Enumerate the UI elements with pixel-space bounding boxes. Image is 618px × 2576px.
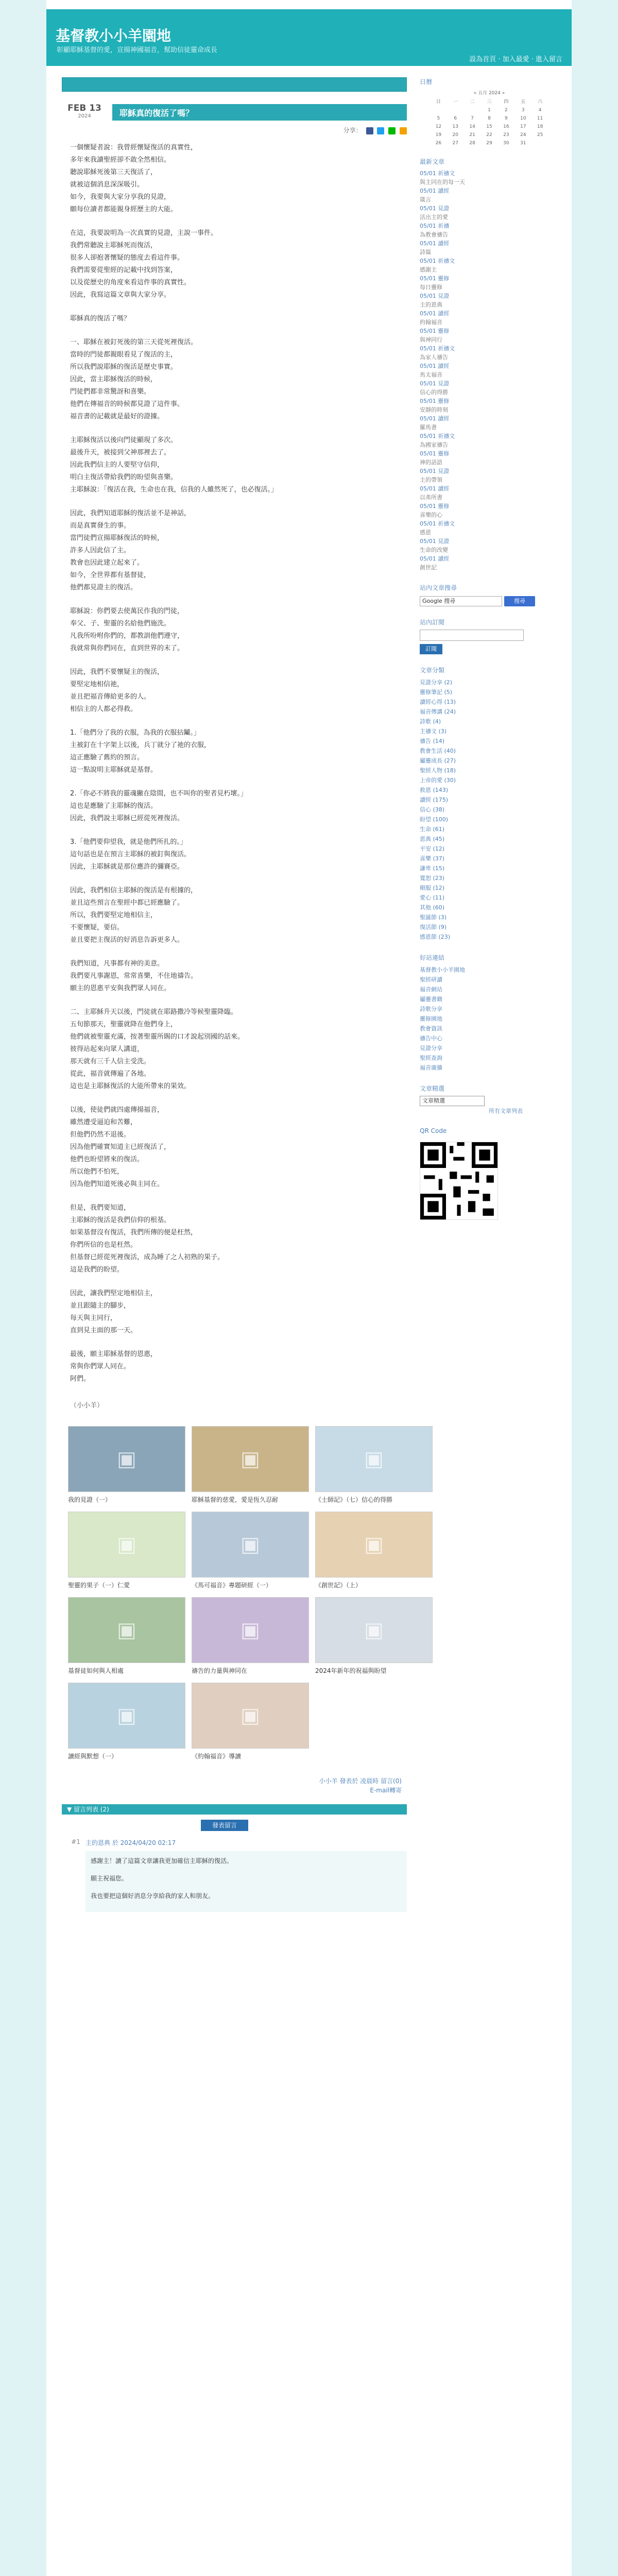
related-thumbnail[interactable] (68, 1683, 185, 1749)
related-thumbnail[interactable] (68, 1512, 185, 1578)
recent-subtitle: 羅馬書 (420, 424, 437, 431)
site-header (46, 9, 572, 66)
calendar-day[interactable]: 25 (537, 132, 543, 138)
category-item[interactable]: 見證分享 (2) (420, 679, 453, 686)
recent-title[interactable]: 05/01 祈禱文 (420, 520, 455, 527)
link-item[interactable]: 聖經查詢 (420, 1055, 442, 1061)
facebook-icon[interactable] (366, 127, 373, 134)
date-day: FEB 13 (67, 103, 101, 113)
related-post[interactable] (68, 1426, 184, 1504)
recent-item[interactable] (420, 274, 559, 292)
category-item[interactable]: 聖誕節 (3) (420, 914, 447, 921)
related-post[interactable] (192, 1597, 308, 1675)
recent-item[interactable] (420, 309, 559, 327)
recent-title[interactable]: 05/01 靈修 (420, 275, 450, 282)
recent-item[interactable] (420, 449, 559, 467)
comment-text (85, 1851, 407, 1912)
post-paragraph: 因此，讓我們堅定地相信主， 並且跟隨主的腳步， 每天與主同行， 直到見主面的那一天。 (70, 1290, 158, 1334)
related-thumbnail[interactable] (192, 1512, 309, 1578)
recent-subtitle: 約翰福音 (420, 319, 442, 326)
recent-title[interactable]: 05/01 讀經 (420, 240, 450, 247)
link-item[interactable]: 基督教小小羊園地 (420, 967, 465, 973)
related-thumbnail[interactable] (192, 1683, 309, 1749)
calendar-heading: 日曆 (420, 78, 433, 86)
image-icon: ▣ (117, 1618, 136, 1642)
date-bar (62, 77, 407, 92)
search-section (420, 583, 559, 606)
category-item[interactable]: 教會生活 (40) (420, 748, 456, 754)
comment-paragraph: 願主祝福您。 (91, 1875, 128, 1882)
recent-item[interactable] (420, 414, 559, 432)
recent-title[interactable]: 05/01 祈禱 (420, 223, 450, 229)
related-posts (62, 1426, 407, 1761)
calendar-day[interactable]: 24 (520, 132, 526, 138)
calendar-day[interactable]: 15 (486, 124, 492, 129)
subscribe-section (420, 618, 559, 654)
comment-number: #1 (71, 1838, 80, 1845)
category-item[interactable]: 主禱文 (3) (420, 728, 447, 735)
recent-title[interactable]: 05/01 讀經 (420, 188, 450, 194)
post-paragraph: 我們知道，凡事都有神的美意。 我們要凡事謝恩，常常喜樂，不住地禱告。 願主的恩惠平安與我們眾人同在。 (70, 960, 198, 992)
comment-body (85, 1838, 407, 1912)
calendar-day[interactable]: 14 (469, 124, 475, 129)
recent-item[interactable] (420, 502, 559, 519)
related-title[interactable]: 讀經與默想（一） (68, 1753, 118, 1760)
comment-list (62, 1838, 407, 1912)
recent-title[interactable]: 05/01 見證 (420, 205, 450, 212)
recent-subtitle: 為教會禱告 (420, 231, 448, 238)
calendar-day[interactable]: 3 (521, 108, 525, 113)
recent-title[interactable]: 05/01 見證 (420, 380, 450, 387)
recent-item[interactable] (420, 257, 559, 274)
category-item[interactable]: 恩典 (45) (420, 836, 445, 842)
line-icon[interactable] (388, 127, 396, 134)
recent-item[interactable] (420, 484, 559, 502)
recent-title[interactable]: 05/01 祈禱文 (420, 170, 455, 177)
related-title[interactable]: 我的見證（一） (68, 1496, 112, 1503)
recent-heading: 最新文章 (420, 158, 445, 165)
link-item[interactable]: 禱告中心 (420, 1035, 442, 1042)
category-item[interactable]: 喜樂 (37) (420, 855, 445, 862)
calendar-weekday: 二 (470, 99, 475, 105)
recent-title[interactable]: 05/01 靈修 (420, 398, 450, 404)
link-item[interactable]: 詩歌分享 (420, 1006, 442, 1012)
related-post[interactable] (192, 1426, 308, 1504)
related-title[interactable]: 《約翰福音》導讀 (192, 1753, 242, 1760)
calendar-day[interactable]: 28 (469, 141, 475, 146)
share-row (62, 126, 407, 134)
date-badge (62, 103, 107, 122)
image-icon: ▣ (117, 1704, 136, 1727)
calendar-title[interactable]: « 五月 2024 » (473, 91, 505, 96)
recent-item[interactable] (420, 379, 559, 397)
calendar-day[interactable]: 8 (488, 116, 491, 121)
recent-item[interactable] (420, 397, 559, 414)
plurk-icon[interactable] (400, 127, 407, 134)
recent-item[interactable] (420, 327, 559, 344)
site-description: 彰顯耶穌基督的愛，宣揚神國福音，幫助信徒靈命成長 (57, 46, 218, 54)
calendar-day[interactable]: 13 (452, 124, 458, 129)
recent-subtitle: 每日靈修 (420, 284, 442, 291)
search-button[interactable]: 搜尋 (504, 596, 535, 606)
category-item[interactable]: 救恩 (143) (420, 787, 449, 793)
recent-title[interactable]: 05/01 祈禱文 (420, 345, 455, 352)
recent-title[interactable]: 05/01 祈禱文 (420, 433, 455, 439)
recent-item[interactable] (420, 169, 559, 187)
category-item[interactable]: 盼望 (100) (420, 816, 449, 823)
post-paragraph: 以後，使徒們就四處傳揚福音， 雖然遭受逼迫和苦難， 但他們仍然不退後。 因為他們確實知道主已經復活了， 他們也盼望將來的復活。 所以他們不怕死， 因為他們知道死後必與主同在。 (70, 1106, 171, 1188)
related-thumbnail[interactable] (315, 1426, 433, 1492)
related-thumbnail[interactable] (315, 1597, 433, 1663)
calendar-day[interactable]: 16 (503, 124, 509, 129)
post-paragraph: 但是，我們要知道， 主耶穌的復活是我們信仰的根基。 如果基督沒有復活，我們所傳的便是枉然， 你們所信的也是枉然。 但基督已經從死裡復活，成為睡了之人初熟的果子。 這是我們的盼望。 (70, 1204, 225, 1274)
calendar-day[interactable]: 5 (437, 116, 440, 121)
qr-section (420, 1127, 559, 1222)
calendar-day[interactable]: 6 (454, 116, 457, 121)
related-title[interactable]: 耶穌基督的慈愛，愛是恆久忍耐 (192, 1496, 279, 1503)
calendar-grid (430, 98, 548, 146)
related-title[interactable]: 《士師記》（七）信心的得勝 (315, 1496, 393, 1503)
post-paragraph: 在這，我要說明為一次真實的見證，主說一事件。 我們常聽說主耶穌死而復活， 很多人卻抱著懷疑的態度去看這件事。 我們需要從聖經的記載中找到答案， 以及從歷史的角度來看這件事的真實性。 因此，我寫這篇文章與大家分享。 (70, 229, 218, 299)
sidebar (420, 77, 559, 1222)
post-paragraph: 3.「他們要仰望我，就是他們所扎的。」 這句話也是在預言主耶穌的被釘與復活。 因此，主耶穌就是那位應許的彌賽亞。 (70, 838, 191, 871)
recent-subtitle: 安靜的時刻 (420, 406, 448, 413)
recent-title[interactable]: 05/01 靈修 (420, 450, 450, 457)
related-post[interactable] (68, 1512, 184, 1590)
calendar-weekday: 六 (538, 99, 543, 105)
post-paragraph: 1.「他們分了我的衣服，為我的衣服拈鬮。」 主被釘在十字架上以後，兵丁就分了祂的衣服， 這正應驗了舊約的預言。 這一點說明主耶穌就是基督。 (70, 729, 211, 774)
recent-section (420, 157, 559, 572)
comment-meta[interactable]: 主的恩典 於 2024/04/20 02:17 (85, 1839, 176, 1846)
category-item[interactable]: 讀經 (175) (420, 796, 449, 803)
calendar-day[interactable] (531, 141, 548, 146)
recent-item[interactable] (420, 519, 559, 537)
category-item[interactable]: 感恩節 (23) (420, 934, 451, 940)
recent-subtitle: 感恩 (420, 529, 431, 536)
recent-subtitle: 與主同在的每一天 (420, 179, 465, 185)
calendar-day[interactable]: 27 (452, 141, 458, 146)
post-paragraph: 最後，願主耶穌基督的恩惠， 常與你們眾人同在。 阿們。 (70, 1350, 158, 1383)
calendar-day[interactable]: 4 (538, 108, 542, 113)
related-post[interactable] (68, 1597, 184, 1675)
recent-subtitle: 活出主的愛 (420, 214, 448, 221)
calendar-weekday: 一 (453, 99, 458, 105)
post-paragraph: 2.「你必不將我的靈魂撇在陰間，也不叫你的聖者見朽壞。」 這也是應驗了主耶穌的復活。 因此，我們說主耶穌已經從死裡復活。 (70, 790, 247, 822)
recent-item[interactable] (420, 467, 559, 484)
recent-title[interactable]: 05/01 讀經 (420, 310, 450, 317)
recent-subtitle: 箴言 (420, 196, 431, 203)
recent-item[interactable] (420, 554, 559, 572)
recent-title[interactable]: 05/01 讀經 (420, 485, 450, 492)
post-paragraph: 耶穌真的復活了嗎？ (70, 315, 131, 323)
recent-subtitle: 以弗所書 (420, 494, 442, 501)
related-title[interactable]: 禱告的力量與神同在 (192, 1667, 248, 1674)
twitter-icon[interactable] (377, 127, 384, 134)
recent-item[interactable] (420, 204, 559, 222)
recent-item[interactable] (420, 187, 559, 204)
calendar-day[interactable]: 18 (537, 124, 543, 129)
email-forward-link[interactable]: E-mail轉寄 (370, 1787, 402, 1794)
recent-subtitle: 與神同行 (420, 336, 442, 343)
related-title[interactable]: 2024年新年的祝福與盼望 (315, 1667, 387, 1674)
link-item[interactable]: 靈修園地 (420, 1015, 442, 1022)
related-post[interactable] (315, 1512, 432, 1590)
recent-title[interactable]: 05/01 見證 (420, 468, 450, 474)
calendar-day[interactable]: 1 (488, 108, 491, 113)
category-item[interactable]: 上帝的愛 (30) (420, 777, 456, 784)
calendar-day[interactable]: 30 (503, 141, 509, 146)
recent-subtitle: 為家人禱告 (420, 354, 448, 361)
category-heading: 文章分類 (420, 667, 445, 674)
category-item[interactable]: 屬靈成長 (27) (420, 757, 456, 764)
image-icon: ▣ (364, 1533, 384, 1556)
recent-title[interactable]: 05/01 讀經 (420, 415, 450, 422)
post-comment-button[interactable]: 發表留言 (201, 1820, 248, 1831)
image-icon: ▣ (241, 1618, 260, 1642)
recent-title[interactable]: 05/01 靈修 (420, 503, 450, 510)
category-item[interactable]: 順服 (12) (420, 885, 445, 891)
archive-select[interactable]: 文章精選 (420, 1096, 485, 1106)
recent-item[interactable] (420, 344, 559, 362)
post-paragraph: 耶穌說：你們要去使萬民作我的門徒， 奉父、子、聖靈的名給他們施洗。 凡我所吩咐你們的，都教訓他們遵守， 我就常與你們同在，直到世界的末了。 (70, 607, 184, 652)
calendar-day[interactable]: 10 (520, 116, 526, 121)
image-icon: ▣ (117, 1533, 136, 1556)
image-icon: ▣ (117, 1447, 136, 1471)
calendar-day[interactable] (447, 108, 464, 113)
recent-title[interactable]: 05/01 讀經 (420, 555, 450, 562)
category-item[interactable]: 平安 (12) (420, 845, 445, 852)
calendar-day[interactable]: 31 (520, 141, 526, 146)
recent-item[interactable] (420, 239, 559, 257)
calendar-day[interactable]: 29 (486, 141, 492, 146)
related-thumbnail[interactable] (192, 1426, 309, 1492)
recent-title[interactable]: 05/01 靈修 (420, 328, 450, 334)
related-post[interactable] (315, 1597, 432, 1675)
post-paragraph: 因此，我們相信主耶穌的復活是有根據的， 並且這些預言在聖經中都已經應驗了。 所以，我們要堅定地相信主， 不要懷疑，要信。 並且要把主復活的好消息告訴更多人。 (70, 887, 198, 944)
post-paragraph: 因此，我們知道耶穌的復活並不是神話， 而是真實發生的事。 當門徒們宣揚耶穌復活的時候， 許多人因此信了主。 教會也因此建立起來了。 如今，全世界都有基督徒， 他們都見證主的復活。 (70, 510, 191, 591)
related-post[interactable] (192, 1512, 308, 1590)
calendar-day[interactable] (430, 108, 447, 113)
related-title[interactable]: 聖靈的果子（一）仁愛 (68, 1582, 130, 1589)
recent-subtitle: 主的帶領 (420, 477, 442, 483)
category-item[interactable]: 其他 (60) (420, 904, 445, 911)
recent-item[interactable] (420, 537, 559, 554)
post-paragraph: 因此，我們不要懷疑主的復活， 要堅定地相信祂， 並且把福音傳給更多的人。 相信主的人都必得救。 (70, 668, 164, 713)
post-footer (62, 1776, 407, 1795)
related-thumbnail[interactable] (315, 1512, 433, 1578)
related-thumbnail[interactable] (192, 1597, 309, 1663)
calendar-day[interactable]: 11 (537, 116, 543, 121)
recent-list (420, 169, 559, 572)
calendar-weekday: 四 (504, 99, 509, 105)
recent-subtitle: 詩篇 (420, 249, 431, 256)
comments-bar[interactable]: ▼ 留言列表 (2) (62, 1804, 407, 1815)
recent-item[interactable] (420, 222, 559, 239)
archive-section (420, 1084, 559, 1116)
links-heading: 好站連結 (420, 954, 445, 961)
calendar-day[interactable]: 20 (452, 132, 458, 138)
link-item[interactable]: 聖經研讀 (420, 976, 442, 983)
archive-heading: 文章精選 (420, 1085, 445, 1092)
link-item[interactable]: 屬靈書籍 (420, 996, 442, 1003)
recent-title[interactable]: 05/01 見證 (420, 293, 450, 299)
image-icon: ▣ (364, 1618, 384, 1642)
link-item[interactable]: 見證分享 (420, 1045, 442, 1052)
link-item[interactable]: 教會資訊 (420, 1025, 442, 1032)
post-paragraph: 主耶穌復活以後向門徒顯現了多次。 最後升天，被接到父神那裡去了。 因此我們信主的人要堅守信仰， 明白主復活帶給我們的盼望與喜樂。 主耶穌說：「復活在我，生命也在我，信我的人雖然死了，也必復活。」 (70, 436, 278, 494)
calendar-day[interactable]: 26 (435, 141, 442, 146)
recent-subtitle: 創世記 (420, 564, 437, 571)
calendar-day[interactable]: 9 (504, 116, 508, 121)
recent-subtitle: 生命的改變 (420, 547, 448, 553)
image-icon: ▣ (364, 1447, 384, 1471)
related-post[interactable] (68, 1683, 184, 1761)
category-item[interactable]: 謙卑 (15) (420, 865, 445, 872)
category-item[interactable]: 福音傳講 (24) (420, 708, 456, 715)
comment-paragraph: 感謝主！讀了這篇文章讓我更加確信主耶穌的復活。 (91, 1857, 233, 1865)
post-title-text: 耶穌真的復活了嗎？ (119, 108, 194, 118)
related-post[interactable] (192, 1683, 308, 1761)
category-item[interactable]: 愛心 (11) (420, 894, 445, 901)
calendar-day[interactable]: 19 (435, 132, 442, 138)
related-title[interactable]: 基督徒如何與人相處 (68, 1667, 124, 1674)
subscribe-input[interactable] (420, 630, 524, 641)
qr-heading: QR Code (420, 1127, 447, 1134)
links-section (420, 953, 559, 1073)
recent-subtitle: 神的話語 (420, 459, 442, 466)
post-paragraph: 一、耶穌在被釘死後的第三天從死裡復活。 當時的門徒都親眼看見了復活的主， 所以我們說耶穌的復活是歷史事實。 因此，當主耶穌復活的時候， 門徒們都非常驚訝和喜樂。 他們在傳福音的時候都見證了這件事。 福音書的記載就是最好的證據。 (70, 338, 198, 420)
post-meta[interactable]: 小小羊 發表於 凌晨時 留言(0) (319, 1777, 402, 1785)
category-item[interactable]: 禱告 (14) (420, 738, 445, 744)
calendar-day[interactable]: 21 (469, 132, 475, 138)
recent-subtitle: 主的恩典 (420, 301, 442, 308)
category-item[interactable]: 生命 (61) (420, 826, 445, 833)
calendar-day[interactable]: 22 (486, 132, 492, 138)
image-icon: ▣ (241, 1533, 260, 1556)
comment-paragraph: 我也要把這個好消息分享給我的家人和朋友。 (91, 1892, 215, 1900)
link-list (420, 965, 559, 1073)
calendar-day[interactable]: 7 (471, 116, 474, 121)
recent-subtitle: 為國家禱告 (420, 442, 448, 448)
category-item[interactable]: 聖經人物 (18) (420, 767, 456, 774)
recent-item[interactable] (420, 362, 559, 379)
image-icon: ▣ (241, 1704, 260, 1727)
share-label: 分享： (343, 127, 362, 134)
category-item[interactable]: 詩歌 (4) (420, 718, 441, 725)
site-title[interactable]: 基督教小小羊園地 (56, 27, 171, 44)
recent-title[interactable]: 05/01 見證 (420, 538, 450, 545)
top-links[interactable]: 設為首頁 · 加入最愛 · 進入留言 (469, 56, 562, 63)
category-item[interactable]: 復活節 (9) (420, 924, 447, 930)
link-item[interactable]: 福音廣播 (420, 1064, 442, 1071)
comment-item (62, 1838, 407, 1912)
recent-title[interactable]: 05/01 祈禱文 (420, 258, 455, 264)
calendar-day[interactable]: 17 (520, 124, 526, 129)
related-thumbnail[interactable] (68, 1426, 185, 1492)
calendar-day[interactable] (464, 108, 481, 113)
recent-item[interactable] (420, 432, 559, 449)
post-paragraph: 一個懷疑者說：我曾經懷疑復活的真實性， 多年來我讀聖經卻不敢全然相信。 聽說耶穌死後第三天復活了， 就被這個消息深深吸引。 如今，我要與大家分享我的見證， 願每位讀者都能親身經歷主的大能。 (70, 144, 198, 213)
calendar-day[interactable]: 23 (503, 132, 509, 138)
category-item[interactable]: 讀經心得 (13) (420, 699, 456, 705)
all-posts-link[interactable]: 所有文章列表 (489, 1108, 523, 1114)
related-title[interactable]: 《馬可福音》專題研經（一） (192, 1582, 272, 1589)
calendar-weekday: 日 (436, 99, 441, 105)
post-header (62, 103, 407, 122)
recent-subtitle: 馬太福音 (420, 371, 442, 378)
recent-subtitle: 感謝主 (420, 266, 437, 273)
image-icon: ▣ (241, 1447, 260, 1471)
category-item[interactable]: 靈修筆記 (5) (420, 689, 453, 696)
calendar-day[interactable]: 12 (435, 124, 442, 129)
subscribe-heading: 站內訂閱 (420, 619, 445, 626)
subscribe-button[interactable]: 訂閱 (420, 644, 442, 654)
recent-title[interactable]: 05/01 讀經 (420, 363, 450, 369)
recent-subtitle: 信心的得勝 (420, 389, 448, 396)
category-item[interactable]: 寬恕 (23) (420, 875, 445, 882)
category-list (420, 677, 559, 942)
calendar-day[interactable]: 2 (504, 108, 508, 113)
search-heading: 站內文章搜尋 (420, 584, 457, 591)
search-box (420, 596, 559, 606)
related-post[interactable] (315, 1426, 432, 1504)
search-input[interactable]: Google 搜尋 (420, 596, 502, 606)
author-sign: （小小羊） (70, 1402, 104, 1410)
related-title[interactable]: 《創世記》（上） (315, 1582, 362, 1589)
qr-code-icon (420, 1142, 498, 1220)
calendar (430, 89, 548, 146)
date-year: 2024 (78, 113, 91, 119)
post-body (62, 142, 407, 1385)
link-item[interactable]: 福音網站 (420, 986, 442, 993)
recent-item[interactable] (420, 292, 559, 309)
calendar-weekday: 三 (487, 99, 492, 105)
category-item[interactable]: 信心 (38) (420, 806, 445, 813)
main-content (62, 77, 407, 1912)
related-thumbnail[interactable] (68, 1597, 185, 1663)
post-title[interactable] (112, 104, 407, 121)
category-section (420, 666, 559, 942)
recent-subtitle: 喜樂的心 (420, 512, 442, 518)
post-paragraph: 二、主耶穌升天以後，門徒就在耶路撒冷等候聖靈降臨。 五旬節那天，聖靈就降在他們身上， 他們就被聖靈充滿，按著聖靈所賜的口才說起別國的話來。 彼得站起來向眾人講道， 那天就有三千人信主受洗。 從此，福音就傳遍了各地。 這也是主耶穌復活的大能所帶來的果效。 (70, 1008, 245, 1090)
calendar-weekday: 五 (521, 99, 526, 105)
